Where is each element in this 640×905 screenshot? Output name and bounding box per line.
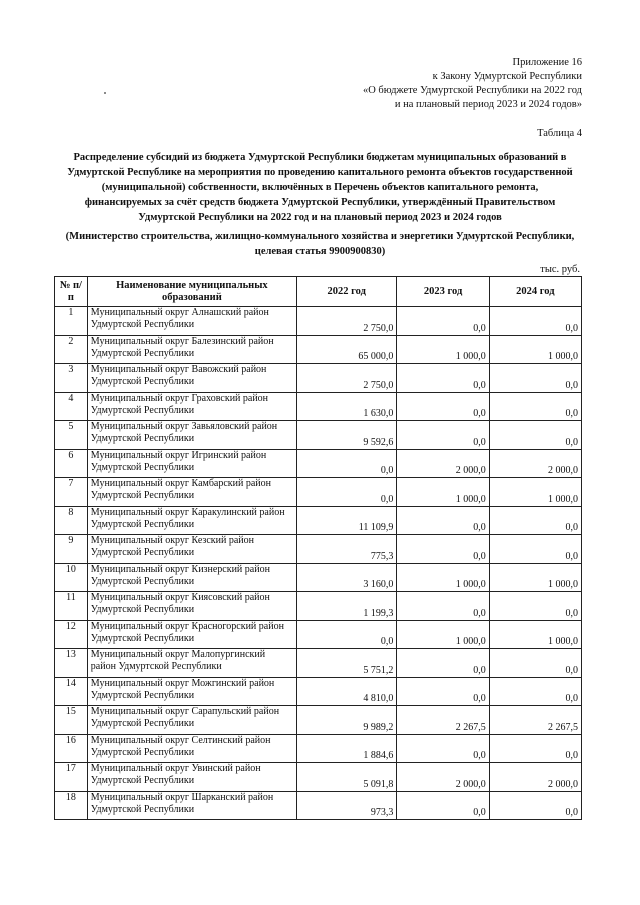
amount-2022: 5 091,8 — [296, 763, 396, 792]
amount-2024: 1 000,0 — [489, 335, 581, 364]
municipality-name — [87, 763, 296, 792]
municipality-name-line-2: Удмуртской Республики — [90, 575, 195, 587]
municipality-name-line-1: Муниципальный округ Увинский район — [90, 763, 261, 774]
amount-2023: 0,0 — [397, 307, 489, 336]
amount-2023: 2 267,5 — [397, 706, 489, 735]
municipality-name-line-1: Муниципальный округ Селтинский район — [90, 734, 271, 746]
municipality-name-line-2: Удмуртской Республики — [90, 775, 195, 786]
municipality-name-line-1: Муниципальный округ Киясовский район — [90, 592, 270, 603]
amount-2022: 3 160,0 — [296, 563, 396, 592]
amount-2022: 5 751,2 — [296, 649, 396, 678]
municipality-name-line-1: Муниципальный округ Шарканский район — [90, 791, 274, 803]
table-row — [55, 506, 582, 535]
annex-line-1: Приложение 16 — [512, 57, 582, 68]
row-number: 7 — [55, 478, 88, 507]
table-row — [55, 535, 582, 564]
municipality-name-line-2: Удмуртской Республики — [90, 718, 195, 729]
table-number: Таблица 4 — [537, 128, 582, 139]
amount-2024: 0,0 — [489, 791, 581, 820]
title-line-3: (муниципальной) собственности, включённых в Перечень объектов капитального ремонта, — [101, 182, 539, 193]
header-2024: 2024 год — [489, 277, 581, 307]
municipality-name-line-2: Удмуртской Республики — [90, 689, 195, 701]
table-row — [55, 763, 582, 792]
title-line-1: Распределение субсидий из бюджета Удмуртской Республики бюджетам муниципальных образований в — [73, 152, 567, 163]
row-number: 12 — [55, 620, 88, 649]
table-row — [55, 392, 582, 421]
amount-2022: 0,0 — [296, 478, 396, 507]
amount-2022: 1 884,6 — [296, 734, 396, 763]
municipality-name-line-1: Муниципальный округ Алнашский район — [90, 307, 269, 318]
row-number: 10 — [55, 563, 88, 592]
amount-2022: 1 630,0 — [296, 392, 396, 421]
municipality-name-line-2: Удмуртской Республики — [90, 547, 195, 558]
amount-2022: 4 810,0 — [296, 677, 396, 706]
table-row — [55, 449, 582, 478]
municipality-name-line-2: Удмуртской Республики — [90, 461, 195, 473]
table-row — [55, 734, 582, 763]
table-row — [55, 364, 582, 393]
amount-2022: 973,3 — [296, 791, 396, 820]
amount-2022: 0,0 — [296, 620, 396, 649]
municipality-name-line-2: Удмуртской Республики — [90, 746, 195, 758]
municipality-name-line-1: Муниципальный округ Можгинский район — [90, 677, 275, 689]
table-row — [55, 563, 582, 592]
row-number: 6 — [55, 449, 88, 478]
row-number: 9 — [55, 535, 88, 564]
municipality-name-line-1: Муниципальный округ Балезинский район — [90, 335, 274, 347]
table-row — [55, 592, 582, 621]
subsidy-table — [54, 276, 582, 820]
annex-line-2: к Закону Удмуртской Республики — [432, 71, 582, 82]
amount-2023: 0,0 — [397, 392, 489, 421]
header-num: № п/п — [55, 277, 88, 307]
scan-speck — [104, 92, 106, 94]
table-row — [55, 706, 582, 735]
municipality-name-line-2: Удмуртской Республики — [90, 518, 195, 530]
table-row — [55, 478, 582, 507]
header-name-line-2: образований — [161, 291, 222, 303]
municipality-name-line-2: Удмуртской Республики — [90, 347, 195, 359]
municipality-name — [87, 535, 296, 564]
municipality-name — [87, 620, 296, 649]
title-line-5: Удмуртской Республики на 2022 год и на плановый период 2023 и 2024 годов — [138, 212, 502, 223]
header-2022: 2022 год — [296, 277, 396, 307]
municipality-name-line-1: Муниципальный округ Малопургинский — [90, 649, 266, 660]
municipality-name — [87, 449, 296, 478]
municipality-name-line-2: Удмуртской Республики — [90, 404, 195, 416]
amount-2024: 0,0 — [489, 364, 581, 393]
amount-2024: 0,0 — [489, 734, 581, 763]
amount-2024: 0,0 — [489, 649, 581, 678]
amount-2024: 2 000,0 — [489, 449, 581, 478]
municipality-name — [87, 734, 296, 763]
municipality-name — [87, 649, 296, 678]
row-number: 4 — [55, 392, 88, 421]
municipality-name-line-1: Муниципальный округ Каракулинский район — [90, 506, 285, 518]
municipality-name — [87, 563, 296, 592]
amount-2024: 2 267,5 — [489, 706, 581, 735]
amount-2023: 0,0 — [397, 364, 489, 393]
municipality-name — [87, 592, 296, 621]
amount-2022: 2 750,0 — [296, 307, 396, 336]
municipality-name — [87, 478, 296, 507]
row-number: 3 — [55, 364, 88, 393]
row-number: 14 — [55, 677, 88, 706]
subtitle-line-2: целевая статья 9900900830) — [254, 246, 386, 257]
table-row — [55, 335, 582, 364]
municipality-name — [87, 392, 296, 421]
table-row — [55, 791, 582, 820]
table-row — [55, 677, 582, 706]
municipality-name-line-1: Муниципальный округ Красногорский район — [90, 620, 284, 632]
annex-header — [363, 56, 582, 112]
amount-2024: 0,0 — [489, 421, 581, 450]
table-header-row — [55, 277, 582, 307]
row-number: 11 — [55, 592, 88, 621]
municipality-name — [87, 677, 296, 706]
amount-2022: 11 109,9 — [296, 506, 396, 535]
annex-line-3: «О бюджете Удмуртской Республики на 2022 год — [362, 85, 582, 96]
row-number: 18 — [55, 791, 88, 820]
annex-line-4: и на плановый период 2023 и 2024 годов» — [394, 99, 582, 110]
amount-2023: 0,0 — [397, 734, 489, 763]
amount-2024: 1 000,0 — [489, 478, 581, 507]
municipality-name-line-1: Муниципальный округ Граховский район — [90, 392, 269, 404]
amount-2023: 1 000,0 — [397, 620, 489, 649]
document-subtitle — [54, 229, 586, 259]
amount-2023: 1 000,0 — [397, 478, 489, 507]
municipality-name-line-1: Муниципальный округ Сарапульский район — [90, 706, 280, 717]
municipality-name-line-2: Удмуртской Республики — [90, 433, 195, 444]
amount-2024: 0,0 — [489, 307, 581, 336]
title-line-2: Удмуртской Республике на мероприятия по проведению капитального ремонта объектов государственной — [67, 167, 573, 178]
amount-2022: 9 592,6 — [296, 421, 396, 450]
subtitle-line-1: (Министерство строительства, жилищно-коммунального хозяйства и энергетики Удмуртской Республики, — [65, 231, 575, 242]
amount-2023: 0,0 — [397, 592, 489, 621]
municipality-name-line-2: Удмуртской Республики — [90, 319, 195, 330]
municipality-name — [87, 421, 296, 450]
municipality-name — [87, 335, 296, 364]
row-number: 1 — [55, 307, 88, 336]
municipality-name — [87, 791, 296, 820]
row-number: 8 — [55, 506, 88, 535]
municipality-name-line-1: Муниципальный округ Вавожский район — [90, 364, 267, 375]
amount-2024: 0,0 — [489, 392, 581, 421]
title-line-4: финансируемых за счёт средств бюджета Удмуртской Республики, утверждённый Правительством — [84, 197, 556, 208]
amount-2024: 0,0 — [489, 677, 581, 706]
amount-2023: 0,0 — [397, 649, 489, 678]
amount-2024: 1 000,0 — [489, 563, 581, 592]
municipality-name — [87, 506, 296, 535]
municipality-name-line-1: Муниципальный округ Кизнерский район — [90, 563, 270, 575]
municipality-name-line-1: Муниципальный округ Игринский район — [90, 449, 267, 461]
header-name-line-1: Наименование муниципальных — [116, 279, 268, 291]
amount-2023: 0,0 — [397, 791, 489, 820]
amount-2023: 1 000,0 — [397, 563, 489, 592]
amount-2024: 0,0 — [489, 592, 581, 621]
row-number: 17 — [55, 763, 88, 792]
municipality-name — [87, 364, 296, 393]
table-row — [55, 421, 582, 450]
amount-2023: 1 000,0 — [397, 335, 489, 364]
municipality-name-line-2: Удмуртской Республики — [90, 376, 195, 387]
municipality-name-line-2: Удмуртской Республики — [90, 604, 195, 615]
municipality-name-line-2: Удмуртской Республики — [90, 803, 195, 815]
amount-2022: 2 750,0 — [296, 364, 396, 393]
amount-2024: 1 000,0 — [489, 620, 581, 649]
table-row — [55, 649, 582, 678]
row-number: 16 — [55, 734, 88, 763]
row-number: 5 — [55, 421, 88, 450]
municipality-name — [87, 706, 296, 735]
table-row — [55, 307, 582, 336]
amount-2022: 65 000,0 — [296, 335, 396, 364]
table-row — [55, 620, 582, 649]
row-number: 2 — [55, 335, 88, 364]
amount-2023: 0,0 — [397, 677, 489, 706]
amount-2024: 0,0 — [489, 506, 581, 535]
amount-2024: 0,0 — [489, 535, 581, 564]
table-body — [55, 307, 582, 820]
amount-2023: 2 000,0 — [397, 763, 489, 792]
row-number: 15 — [55, 706, 88, 735]
header-name — [87, 277, 296, 307]
amount-2022: 1 199,3 — [296, 592, 396, 621]
municipality-name — [87, 307, 296, 336]
amount-2023: 0,0 — [397, 506, 489, 535]
row-number: 13 — [55, 649, 88, 678]
municipality-name-line-2: Удмуртской Республики — [90, 490, 195, 501]
document-title — [54, 150, 586, 225]
municipality-name-line-2: район Удмуртской Республики — [90, 661, 222, 672]
municipality-name-line-1: Муниципальный округ Завьяловский район — [90, 421, 278, 432]
amount-2022: 0,0 — [296, 449, 396, 478]
amount-2022: 775,3 — [296, 535, 396, 564]
amount-2023: 0,0 — [397, 421, 489, 450]
amount-2022: 9 989,2 — [296, 706, 396, 735]
municipality-name-line-1: Муниципальный округ Камбарский район — [90, 478, 271, 489]
municipality-name-line-1: Муниципальный округ Кезский район — [90, 535, 254, 546]
header-2023: 2023 год — [397, 277, 489, 307]
amount-2023: 0,0 — [397, 535, 489, 564]
amount-2023: 2 000,0 — [397, 449, 489, 478]
units-label: тыс. руб. — [540, 264, 580, 275]
amount-2024: 2 000,0 — [489, 763, 581, 792]
municipality-name-line-2: Удмуртской Республики — [90, 632, 195, 644]
